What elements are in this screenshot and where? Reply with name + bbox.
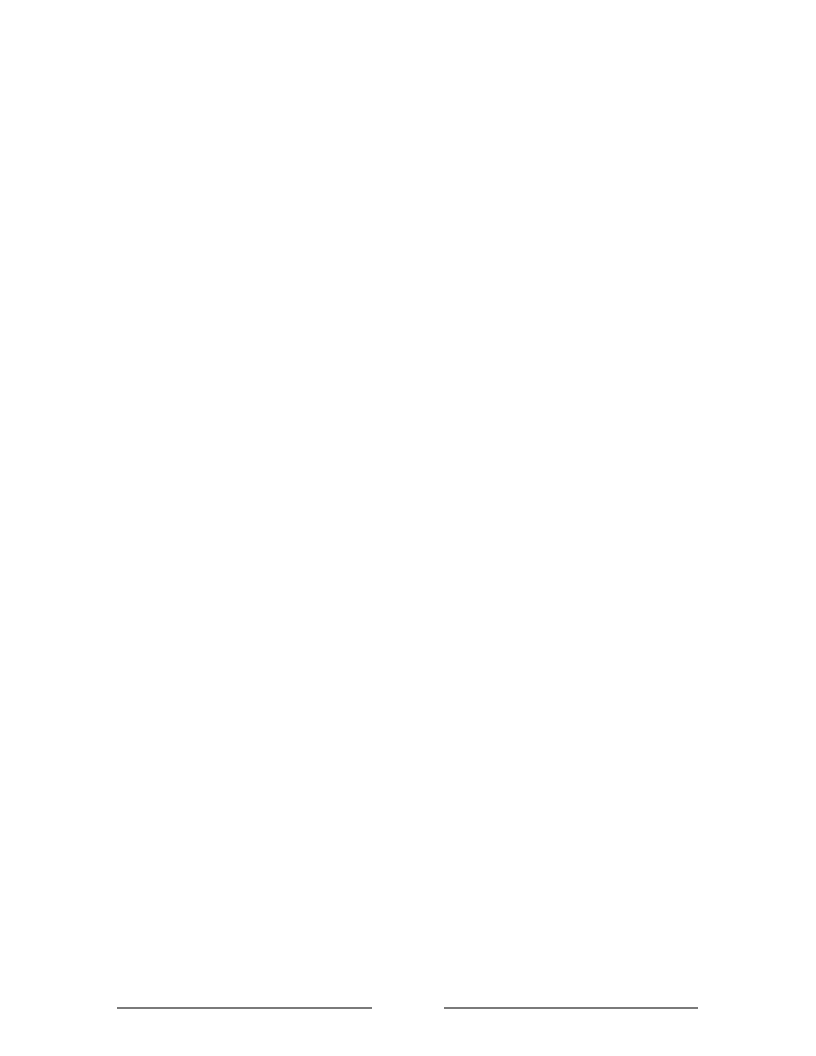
footer-line-right <box>444 1007 698 1009</box>
footer-right-bracket <box>431 993 440 1019</box>
footer-left-bracket <box>376 993 385 1019</box>
header-rule <box>95 70 723 76</box>
footer-line-left <box>117 1007 372 1009</box>
